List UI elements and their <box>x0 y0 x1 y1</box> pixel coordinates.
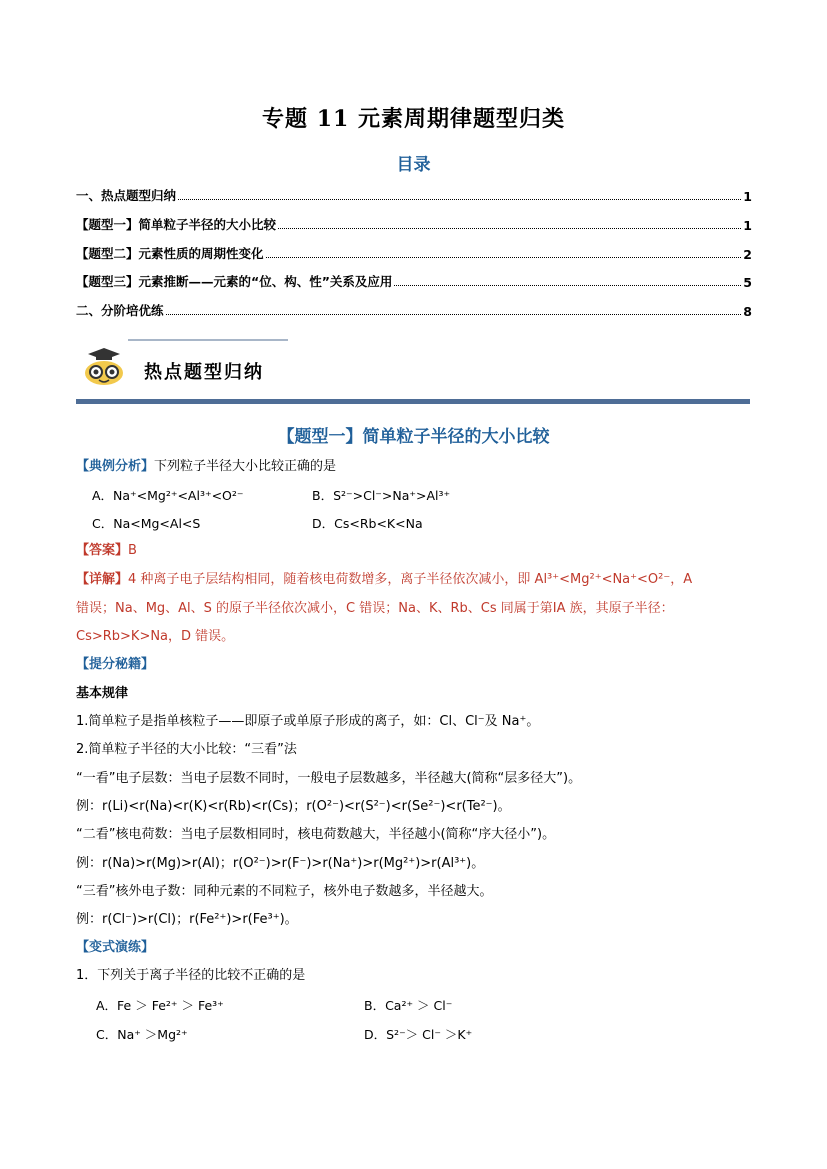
toc-item-page: 1 <box>743 218 752 233</box>
toc-item[interactable] <box>76 186 752 204</box>
tips-line: 2.简单粒子半径的大小比较：“三看”法 <box>76 742 297 757</box>
detail-line: 错误；Na、Mg、Al、S 的原子半径依次减小，C 错误；Na、K、Rb、Cs 同属于第ⅠA 族，其原子半径： <box>76 601 674 616</box>
page-title: 专题 11 元素周期律题型归类 <box>262 106 565 132</box>
banner-top-rule <box>128 339 288 341</box>
tips-line: “一看”电子层数：当电子层数不同时，一般电子层数越多，半径越大(简称“层多径大”)。 <box>76 771 582 786</box>
toc-item-page: 5 <box>743 275 752 290</box>
toc-item-label: 【题型三】元素推断——元素的“位、构、性”关系及应用 <box>76 274 393 289</box>
example-tag: 【典例分析】 <box>76 459 155 474</box>
example-question-line <box>76 458 756 476</box>
toc-item-label: 二、分阶培优练 <box>76 303 164 318</box>
toc-item-page: 8 <box>743 304 752 319</box>
tips-line: 例：r(Cl⁻)>r(Cl)；r(Fe²⁺)>r(Fe³⁺)。 <box>76 912 298 927</box>
banner-heading: 热点题型归纳 <box>144 362 264 383</box>
toc-item-page: 1 <box>743 189 752 204</box>
practice-tag: 【变式演练】 <box>76 940 155 955</box>
scholar-owl-icon <box>82 346 126 386</box>
toc-item-label: 一、热点题型归纳 <box>76 188 177 203</box>
banner-rule <box>76 399 750 404</box>
answer-value: B <box>128 543 137 558</box>
example-option-b: B．S²⁻>Cl⁻>Na⁺>Al³⁺ <box>312 488 451 503</box>
answer-tag: 【答案】 <box>76 543 129 558</box>
tips-line: “三看”核外电子数：同种元素的不同粒子，核外电子数越多，半径越大。 <box>76 884 493 899</box>
section-heading: 【题型一】简单粒子半径的大小比较 <box>277 427 550 447</box>
practice-option-b: B．Ca²⁺ ＞ Cl⁻ <box>364 998 453 1013</box>
practice-option-c: C．Na⁺ ＞Mg²⁺ <box>96 1027 188 1042</box>
toc-item[interactable] <box>76 215 752 233</box>
toc-item-label: 【题型一】简单粒子半径的大小比较 <box>76 217 277 232</box>
practice-option-a: A．Fe ＞ Fe²⁺ ＞ Fe³⁺ <box>96 998 224 1013</box>
toc-heading: 目录 <box>396 155 431 175</box>
practice-question: 1．下列关于离子半径的比较不正确的是 <box>76 968 306 983</box>
tips-heading: 基本规律 <box>76 686 129 701</box>
toc-item-label: 【题型二】元素性质的周期性变化 <box>76 246 264 261</box>
example-question: 下列粒子半径大小比较正确的是 <box>154 459 337 474</box>
detail-line <box>76 571 756 589</box>
toc-item[interactable] <box>76 272 752 290</box>
example-option-c: C．Na<Mg<Al<S <box>92 516 201 531</box>
detail-tag: 【详解】 <box>76 572 129 587</box>
answer-line <box>76 542 756 560</box>
detail-text: 4 种离子电子层结构相同，随着核电荷数增多，离子半径依次减小，即 Al³⁺<Mg²⁺<Na⁺<O²⁻，A <box>128 572 693 587</box>
tips-line: 例：r(Li)<r(Na)<r(K)<r(Rb)<r(Cs)；r(O²⁻)<r(S²⁻)<r(Se²⁻)<r(Te²⁻)。 <box>76 799 511 814</box>
toc-item-page: 2 <box>743 247 752 262</box>
example-option-a: A．Na⁺<Mg²⁺<Al³⁺<O²⁻ <box>92 488 244 503</box>
toc-item[interactable] <box>76 301 752 319</box>
tips-line: 1.简单粒子是指单核粒子——即原子或单原子形成的离子，如：Cl、Cl⁻及 Na⁺。 <box>76 714 540 729</box>
tips-tag: 【提分秘籍】 <box>76 657 155 672</box>
toc-item[interactable] <box>76 244 752 262</box>
practice-option-d: D．S²⁻＞ Cl⁻ ＞K⁺ <box>364 1027 473 1042</box>
example-option-d: D．Cs<Rb<K<Na <box>312 516 423 531</box>
tips-line: 例：r(Na)>r(Mg)>r(Al)；r(O²⁻)>r(F⁻)>r(Na⁺)>r(Mg²⁺)>r(Al³⁺)。 <box>76 856 485 871</box>
tips-line: “二看”核电荷数：当电子层数相同时，核电荷数越大，半径越小(简称“序大径小”)。 <box>76 827 556 842</box>
detail-line: Cs>Rb>K>Na，D 错误。 <box>76 629 235 644</box>
